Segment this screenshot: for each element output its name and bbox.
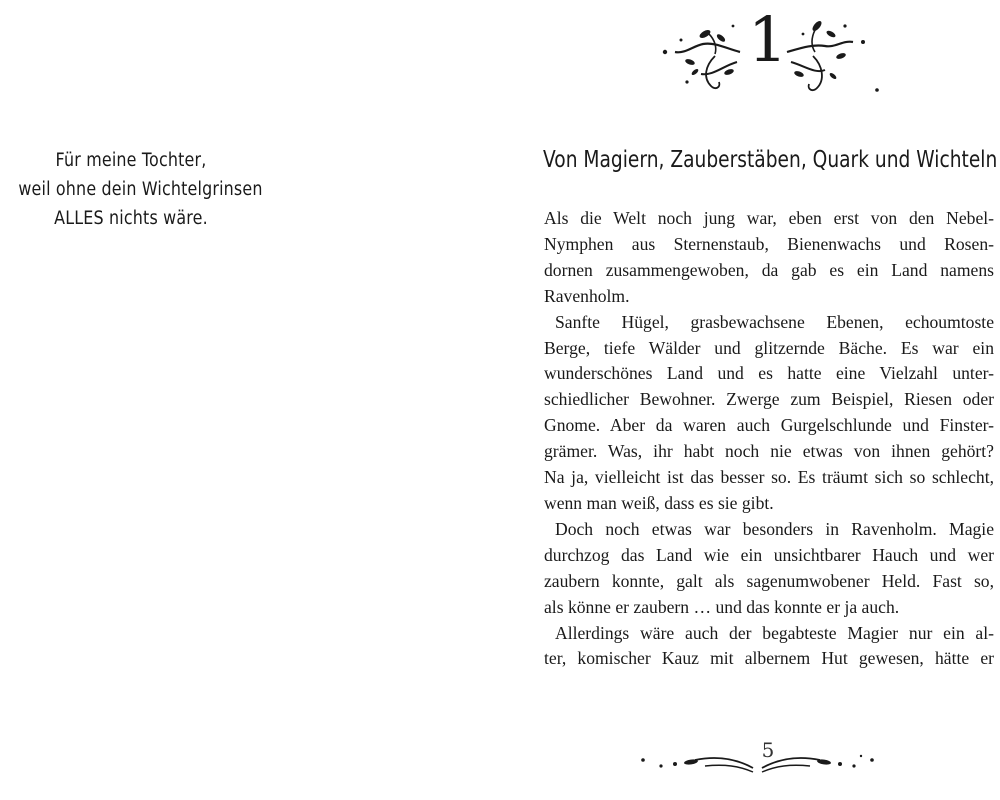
text-line: wenn man weiß, dass es sie gibt. [544, 492, 774, 513]
dedication-line: Für meine Tochter, [55, 150, 207, 171]
text-line: grämer. Was, ihr habt noch nie etwas von ihnen gehört? [544, 441, 994, 462]
dedication [18, 146, 263, 233]
text-line: als könne er zaubern … und das konnte er ja auch. [544, 596, 900, 617]
text-line: durchzog das Land wie ein unsichtbarer Hauch und wer [544, 544, 994, 565]
chapter-body [544, 206, 994, 672]
text-line: ter, komischer Kauz mit albernem Hut gewesen, hätte er [544, 648, 994, 669]
text-line: zaubern konnte, galt als sagenumwobener Held. Fast so, [544, 570, 994, 591]
text-line: Berge, tiefe Wälder und glitzernde Bäche. Es war ein [544, 337, 994, 358]
text-line: wunderschönes Land und es hatte eine Vielzahl unter- [544, 363, 994, 384]
text-line: Na ja, vielleicht ist das besser so. Es träumt sich so schlecht, [544, 467, 994, 488]
dedication-line: weil ohne dein Wichtelgrinsen [18, 179, 263, 200]
text-line: Als die Welt noch jung war, eben erst von den Nebel- [544, 208, 994, 228]
text-line: Nymphen aus Sternenstaub, Bienenwachs und Rosen- [544, 233, 994, 254]
text-line: Ravenholm. [544, 285, 630, 306]
chapter-title: Von Magiern, Zauberstäben, Quark und Wichteln [543, 147, 998, 173]
text-line: schiedlicher Bewohner. Zwerge zum Beispiel, Riesen oder [544, 389, 994, 410]
dedication-line: ALLES nichts wäre. [54, 208, 208, 229]
text-line: dornen zusammengewoben, da gab es ein Land namens [544, 259, 994, 280]
chapter-number: 1 [748, 3, 788, 76]
right-page [500, 0, 1000, 800]
text-line: Allerdings wäre auch der begabteste Magier nur ein al- [555, 622, 994, 643]
page-number: 5 [761, 738, 775, 762]
text-line: Doch noch etwas war besonders in Ravenholm. Magie [555, 518, 994, 539]
text-line: Sanfte Hügel, grasbewachsene Ebenen, echoumtoste [555, 311, 994, 332]
text-line: Gnome. Aber da waren auch Gurgelschlunde und Finster- [544, 415, 994, 436]
